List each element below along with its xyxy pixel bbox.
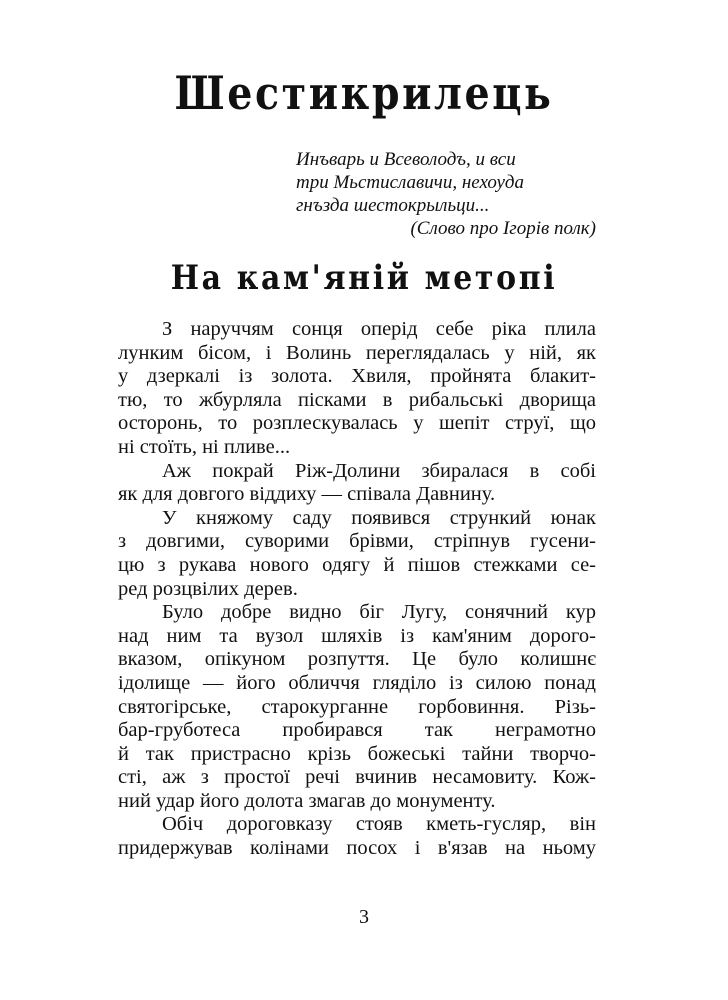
text-line: бар-груботеса пробирався так неграмотно	[118, 719, 596, 742]
text-line: у дзеркалі із золота. Хвиля, пройнята блакит-	[118, 365, 596, 388]
chapter-title: Шестикрилець	[174, 66, 554, 120]
text-line: лунким бісом, і Волинь переглядалась у ній, як	[118, 341, 596, 364]
epigraph-line: Инъварь и Всеволодъ, и вси	[296, 149, 516, 170]
body-text	[118, 318, 596, 861]
text-line: з довгими, суворими брівми, стріпнув гусени-	[118, 530, 596, 553]
text-line: З наруччям сонця оперід себе ріка плила	[162, 318, 596, 340]
text-line: вказом, опікуном розпуття. Це було колишнє	[118, 648, 596, 671]
text-line: Було добре видно біг Лугу, сонячний кур	[162, 601, 596, 624]
text-line: ідолище — його обличчя гляділо із силою понад	[118, 671, 596, 694]
text-line: придержував колінами посох і в'язав на ньому	[118, 837, 596, 860]
text-line: Обіч дороговказу стояв кметь-гусляр, він	[162, 813, 596, 836]
text-line: ний удар його долота змагав до монументу.	[118, 789, 496, 812]
epigraph-line: три Мьстиславичи, нехоуда	[296, 172, 525, 193]
section-title: На кам'яній метопі	[170, 258, 558, 298]
text-line: Аж покрай Ріж-Долини збиралася в собі	[162, 459, 596, 482]
text-line: сті, аж з простої речі вчинив несамовиту. Кож-	[118, 766, 596, 789]
text-line: ред розцвілих дерев.	[118, 577, 298, 600]
text-line: святогірське, старокурганне горбовиння. Різь-	[118, 695, 596, 718]
text-line: У княжому саду появився стрункий юнак	[162, 506, 596, 529]
epigraph-source: (Слово про Ігорів полк)	[410, 218, 596, 239]
epigraph-line: гнъзда шестокрыльци...	[296, 195, 490, 216]
text-line: цю з рукава нового одягу й пішов стежками се-	[118, 553, 596, 576]
page-number: 3	[359, 906, 369, 928]
text-line: як для довгого віддиху — співала Давнину.	[118, 483, 496, 506]
epigraph	[296, 148, 596, 240]
text-line: осторонь, то розплескувалась у шепіт струї, що	[118, 412, 596, 435]
text-line: й так пристрасно крізь божеські тайни творчо-	[118, 742, 596, 765]
text-line: над ним та вузол шляхів із кам'яним дорого-	[118, 624, 596, 647]
text-line: тю, то жбурляла пісками в рибальські дворища	[118, 388, 596, 411]
text-line: ні стоїть, ні пливе...	[118, 435, 291, 458]
